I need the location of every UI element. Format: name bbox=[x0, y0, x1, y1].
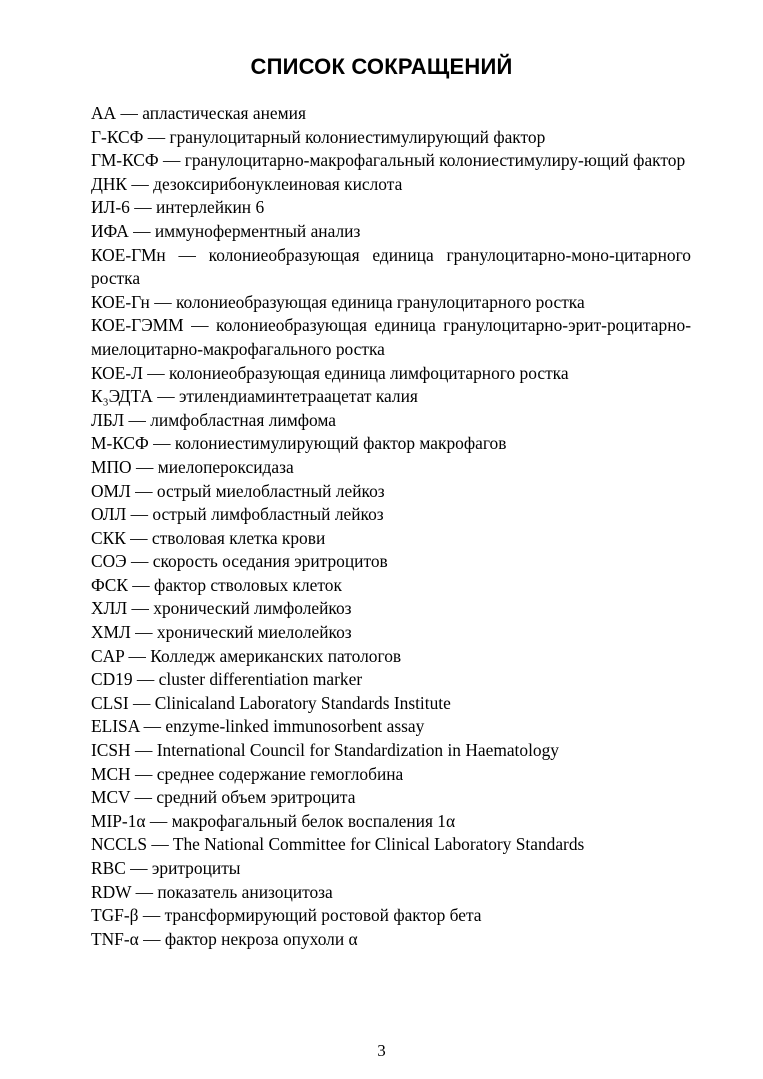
abbreviation-definition: Колледж американских патологов bbox=[150, 645, 402, 666]
abbreviation-separator: — bbox=[126, 504, 153, 525]
abbreviation-entry bbox=[91, 173, 691, 197]
abbreviation-term: Г-КСФ bbox=[91, 126, 144, 147]
abbreviation-term: КОЕ-ГМн bbox=[91, 244, 166, 265]
abbreviation-definition: скорость оседания эритроцитов bbox=[152, 551, 388, 572]
abbreviation-term: CAP bbox=[91, 645, 125, 666]
abbreviation-definition: хронический лимфолейкоз bbox=[153, 598, 352, 619]
abbreviation-term: ГМ-КСФ bbox=[91, 150, 159, 171]
abbreviation-definition: эритроциты bbox=[151, 858, 241, 878]
abbreviation-entry bbox=[91, 220, 691, 244]
abbreviation-definition: острый лимфобластный лейкоз bbox=[152, 504, 384, 525]
abbreviation-definition: enzyme-linked immunosorbent assay bbox=[165, 716, 425, 737]
abbreviation-separator: — bbox=[131, 881, 158, 902]
abbreviation-entry bbox=[91, 621, 691, 645]
abbreviation-term: CD19 bbox=[91, 669, 133, 690]
abbreviation-separator: — bbox=[124, 409, 151, 430]
abbreviation-separator: — bbox=[138, 928, 165, 949]
abbreviation-entry bbox=[91, 645, 691, 669]
abbreviation-definition: показатель анизоцитоза bbox=[157, 881, 333, 902]
abbreviation-term: MIP-1α bbox=[91, 810, 146, 831]
abbreviation-separator: — bbox=[158, 150, 185, 171]
abbreviation-term: ОМЛ bbox=[91, 480, 131, 501]
abbreviation-separator: — bbox=[127, 598, 154, 619]
abbreviation-entry bbox=[91, 314, 691, 361]
abbreviation-term: ХЛЛ bbox=[91, 598, 128, 619]
abbreviation-term: ЛБЛ bbox=[91, 409, 125, 430]
abbreviation-term: CLSI bbox=[91, 692, 129, 713]
abbreviation-term: RBC bbox=[91, 858, 126, 878]
abbreviation-separator: — bbox=[130, 787, 157, 808]
abbreviation-definition: колониеобразующая единица гранулоцитарно-моно-цитарного ростка bbox=[91, 244, 691, 289]
abbreviation-separator: — bbox=[130, 622, 157, 643]
abbreviation-definition: миелопероксидаза bbox=[157, 456, 294, 477]
abbreviation-definition: лимфобластная лимфома bbox=[150, 409, 336, 430]
abbreviation-separator: — bbox=[129, 197, 156, 218]
abbreviation-entry bbox=[91, 786, 691, 810]
abbreviation-separator: — bbox=[142, 362, 170, 383]
abbreviation-separator: — bbox=[139, 716, 166, 737]
abbreviation-separator: — bbox=[131, 456, 158, 477]
abbreviation-separator: — bbox=[124, 645, 151, 666]
abbreviation-entry bbox=[91, 291, 691, 315]
abbreviation-entry bbox=[91, 126, 691, 150]
abbreviation-separator: — bbox=[116, 103, 143, 123]
abbreviation-definition: трансформирующий ростовой фактор бета bbox=[164, 905, 482, 926]
abbreviation-entry bbox=[91, 574, 691, 598]
abbreviation-term: TGF-β bbox=[91, 905, 139, 926]
abbreviation-term: ИФА bbox=[91, 220, 129, 241]
abbreviation-term: TNF-α bbox=[91, 928, 139, 949]
abbreviation-entry bbox=[91, 904, 691, 928]
abbreviation-separator: — bbox=[128, 220, 155, 241]
abbreviation-term: ICSH bbox=[91, 740, 131, 761]
abbreviation-term: ИЛ-6 bbox=[91, 197, 130, 218]
abbreviation-definition: колониеобразующая единица гранулоцитарно-эрит-роцитарно-миелоцитарно-макрофагального ростка bbox=[91, 315, 691, 359]
abbreviation-entry bbox=[91, 715, 691, 739]
abbreviation-definition: фактор стволовых клеток bbox=[154, 574, 342, 595]
abbreviation-term: М-КСФ bbox=[91, 433, 149, 454]
abbreviation-entry bbox=[91, 196, 691, 220]
abbreviation-entry bbox=[91, 692, 691, 716]
abbreviation-entry bbox=[91, 456, 691, 480]
abbreviation-separator: — bbox=[127, 173, 154, 194]
abbreviation-definition: фактор некроза опухоли α bbox=[164, 928, 358, 949]
abbreviation-entry bbox=[91, 550, 691, 574]
abbreviation-definition: макрофагальный белок воспаления 1α bbox=[171, 810, 456, 831]
abbreviation-definition: колониестимулирующий фактор макрофагов bbox=[174, 433, 507, 454]
abbreviation-separator: — bbox=[143, 126, 170, 147]
abbreviation-entry bbox=[91, 480, 691, 504]
page-title: СПИСОК СОКРАЩЕНИЙ bbox=[250, 54, 513, 79]
abbreviation-entry bbox=[91, 668, 691, 692]
abbreviation-entry bbox=[91, 597, 691, 621]
abbreviation-definition: гранулоцитарно-макрофагальный колониестимулиру-ющий фактор bbox=[184, 150, 686, 171]
abbreviation-term: ДНК bbox=[91, 173, 128, 194]
abbreviation-definition: хронический миелолейкоз bbox=[156, 622, 352, 643]
abbreviation-separator: — bbox=[128, 692, 155, 713]
abbreviation-term: ОЛЛ bbox=[91, 504, 127, 525]
abbreviation-separator: — bbox=[130, 763, 157, 784]
abbreviation-definition: колониеобразующая единица лимфоцитарного ростка bbox=[169, 362, 569, 383]
abbreviation-entry bbox=[91, 503, 691, 527]
abbreviation-definition: средний объем эритроцита bbox=[156, 787, 356, 808]
abbreviation-definition: cluster differentiation marker bbox=[158, 669, 363, 690]
abbreviation-entry bbox=[91, 527, 691, 551]
abbreviation-separator: — bbox=[127, 574, 155, 595]
abbreviation-separator: — bbox=[183, 315, 217, 336]
abbreviation-definition: дезоксирибонуклеиновая кислота bbox=[153, 173, 403, 194]
abbreviation-separator: — bbox=[148, 433, 175, 454]
abbreviation-separator: — bbox=[138, 905, 165, 926]
abbreviation-separator: — bbox=[130, 480, 157, 501]
abbreviation-definition: среднее содержание гемоглобина bbox=[156, 763, 404, 784]
abbreviation-entry bbox=[91, 739, 691, 763]
abbreviation-separator: — bbox=[149, 291, 176, 312]
abbreviation-entry bbox=[91, 881, 691, 905]
abbreviation-definition: апластическая анемия bbox=[142, 103, 306, 123]
abbreviation-separator: — bbox=[126, 551, 153, 572]
abbreviation-entry bbox=[91, 385, 691, 409]
abbreviation-separator: — bbox=[165, 244, 209, 265]
abbreviation-definition: International Council for Standardization in Haematology bbox=[156, 740, 560, 761]
abbreviation-entry bbox=[91, 432, 691, 456]
abbreviation-term: ФСК bbox=[91, 574, 128, 595]
abbreviation-term: КОЕ-ГЭММ bbox=[91, 315, 184, 336]
abbreviation-entry bbox=[91, 244, 691, 291]
abbreviation-definition: острый миелобластный лейкоз bbox=[156, 480, 385, 501]
abbreviation-definition: иммуноферментный анализ bbox=[154, 220, 361, 241]
abbreviation-term: RDW bbox=[91, 881, 132, 902]
abbreviation-definition: интерлейкин 6 bbox=[155, 197, 265, 218]
abbreviation-separator: — bbox=[125, 527, 152, 548]
abbreviation-separator: — bbox=[130, 740, 157, 761]
abbreviation-definition: этилендиаминтетраацетат калия bbox=[178, 386, 418, 407]
abbreviation-term: MCH bbox=[91, 763, 131, 784]
abbreviation-entry bbox=[91, 810, 691, 834]
abbreviation-separator: — bbox=[132, 669, 159, 690]
abbreviation-definition: The National Committee for Clinical Laboratory Standards bbox=[172, 834, 585, 855]
abbreviation-entry bbox=[91, 833, 691, 857]
abbreviation-term: СОЭ bbox=[91, 551, 127, 572]
abbreviation-separator: — bbox=[125, 858, 152, 878]
abbreviation-definition: колониеобразующая единица гранулоцитарного ростка bbox=[175, 291, 585, 312]
abbreviation-entry bbox=[91, 362, 691, 386]
abbreviation-term: NCCLS bbox=[91, 834, 148, 855]
abbreviation-term: СКК bbox=[91, 527, 126, 548]
abbreviation-definition: Clinicaland Laboratory Standards Institute bbox=[154, 692, 451, 713]
abbreviation-term: КОЕ-Гн bbox=[91, 291, 150, 312]
abbreviation-entry bbox=[91, 409, 691, 433]
abbreviation-definition: стволовая клетка крови bbox=[151, 527, 326, 548]
page-number: 3 bbox=[377, 1041, 386, 1060]
abbreviation-entry bbox=[91, 763, 691, 787]
abbreviation-entry bbox=[91, 857, 691, 881]
abbreviation-entry bbox=[91, 102, 691, 126]
abbreviation-term: К₃ЭДТА bbox=[91, 386, 153, 407]
abbreviation-term: ХМЛ bbox=[91, 622, 131, 643]
abbreviation-entry bbox=[91, 928, 691, 952]
abbreviation-term: ELISA bbox=[91, 716, 140, 737]
abbreviation-separator: — bbox=[147, 834, 173, 855]
abbreviation-term: АА bbox=[91, 103, 117, 123]
abbreviation-term: MCV bbox=[91, 787, 131, 808]
abbreviation-separator: — bbox=[145, 810, 172, 831]
abbreviation-entry bbox=[91, 149, 691, 173]
abbreviation-list bbox=[91, 102, 691, 951]
abbreviation-separator: — bbox=[152, 386, 179, 407]
abbreviation-term: МПО bbox=[91, 456, 132, 477]
abbreviation-definition: гранулоцитарный колониестимулирующий фактор bbox=[169, 126, 546, 147]
abbreviation-term: КОЕ-Л bbox=[91, 362, 143, 383]
